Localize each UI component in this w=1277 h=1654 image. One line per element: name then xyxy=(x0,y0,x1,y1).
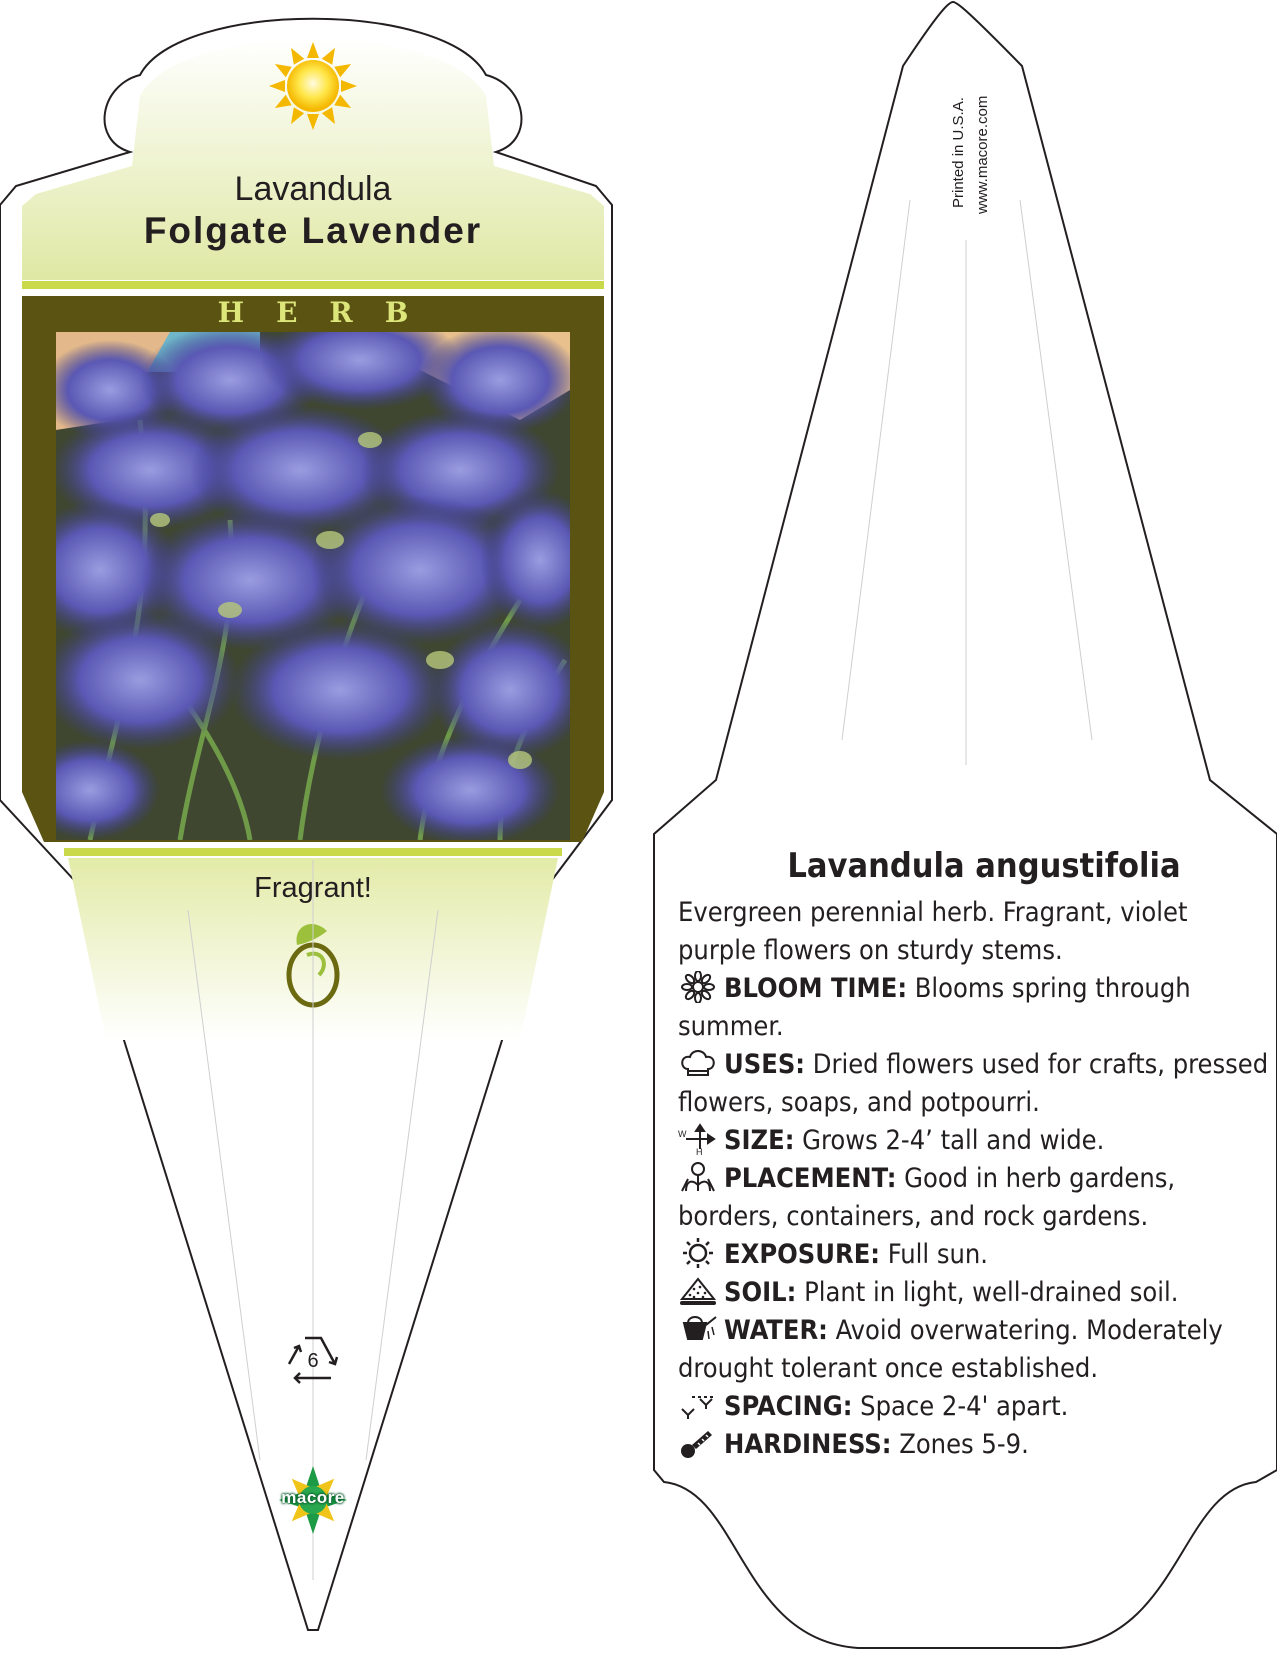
size-icon xyxy=(678,1123,718,1155)
genus-name: Lavandula xyxy=(234,170,392,208)
size-row: W H SIZE: Grows 2-4’ tall and wide. xyxy=(678,1125,1105,1156)
exposure-row: EXPOSURE: Full sun. xyxy=(678,1236,1270,1274)
cultivar-name: Folgate Lavender xyxy=(143,210,483,251)
spacing-row: SPACING: Space 2-4' apart. xyxy=(678,1388,1270,1426)
website-label: www.macore.com xyxy=(974,95,991,214)
care-info xyxy=(678,846,1270,1464)
watering-can-icon xyxy=(678,1313,718,1345)
bloom-time-row: BLOOM TIME: Blooms spring through summer. xyxy=(678,973,1191,1042)
flower-icon xyxy=(678,971,718,1003)
uses-row: USES: Dried flowers used for crafts, pressed flowers, soaps, and potpourri. xyxy=(678,1049,1269,1118)
soil-icon xyxy=(678,1275,718,1307)
chef-hat-icon xyxy=(678,1047,718,1079)
water-row: WATER: Avoid overwatering. Moderately drought tolerant once established. xyxy=(678,1315,1223,1384)
description: Evergreen perennial herb. Fragrant, violet purple flowers on sturdy stems. xyxy=(678,897,1188,966)
hardiness-row: HARDINESS: Zones 5-9. xyxy=(678,1426,1270,1464)
recycle-number: 6 xyxy=(307,1350,319,1372)
top-accent-band xyxy=(22,281,604,289)
sun-icon xyxy=(678,1237,718,1269)
spacing-icon xyxy=(678,1389,718,1421)
soil-row: SOIL: Plant in light, well-drained soil. xyxy=(678,1274,1270,1312)
lavender-photo xyxy=(20,310,600,845)
brand-name: macore xyxy=(281,1488,345,1507)
svg-text:W: W xyxy=(678,1129,687,1139)
svg-text:H: H xyxy=(696,1147,703,1155)
tagline: Fragrant! xyxy=(254,872,372,904)
placement-row: PLACEMENT: Good in herb gardens, borders, containers, and rock gardens. xyxy=(678,1163,1176,1232)
category-label: HERB xyxy=(217,296,441,329)
scientific-name: Lavandula angustifolia xyxy=(787,846,1181,886)
thermometer-icon xyxy=(678,1427,718,1459)
placement-icon xyxy=(678,1161,718,1193)
printed-in-label: Printed in U.S.A. xyxy=(950,97,967,208)
